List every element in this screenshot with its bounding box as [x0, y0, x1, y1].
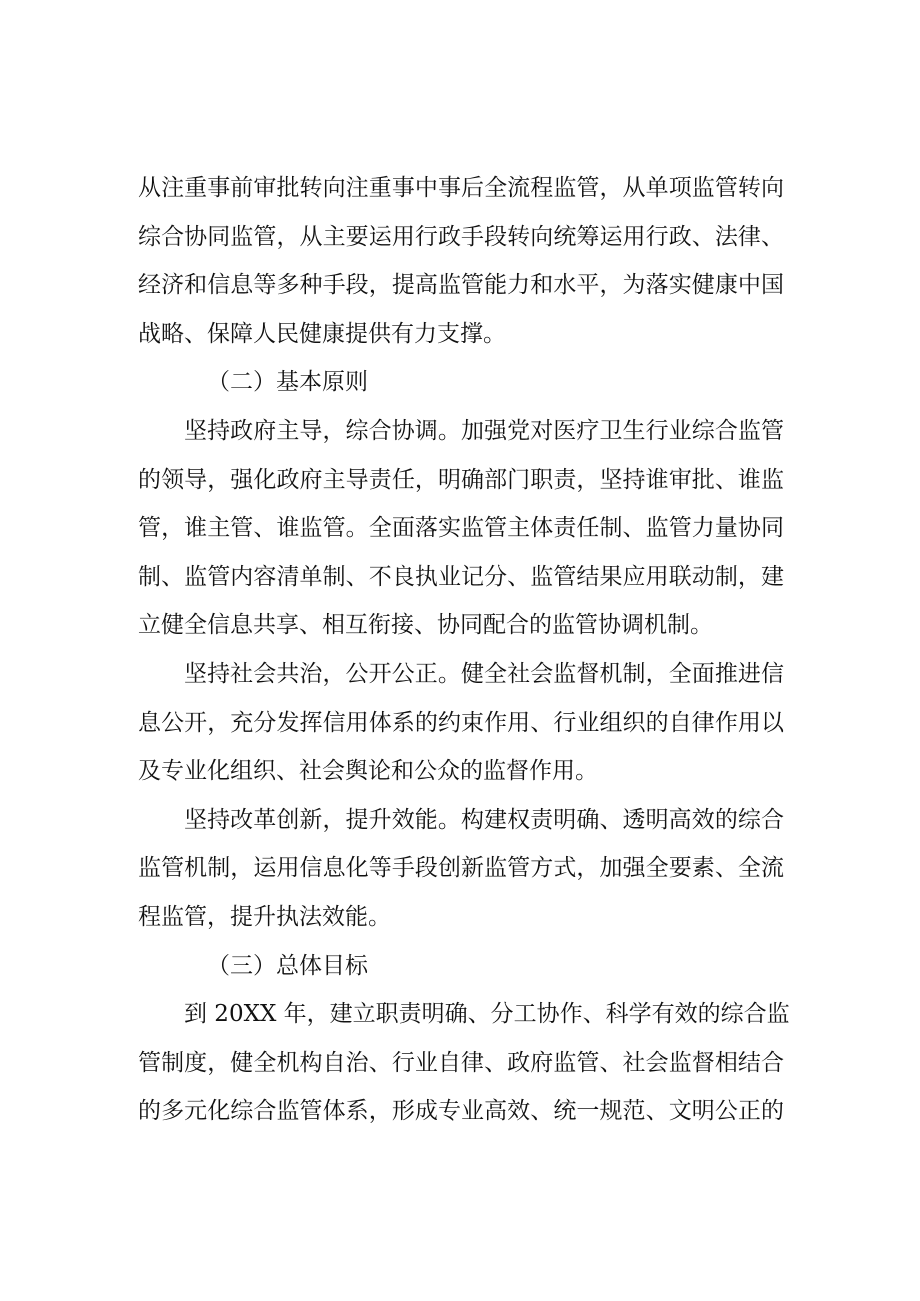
principle2-line-2: 息公开，充分发挥信用体系的约束作用、行业组织的自律作用以: [138, 709, 784, 736]
goal-line-3: 的多元化综合监管体系，形成专业高效、统一规范、文明公正的: [138, 1098, 784, 1125]
principle1-line-2: 的领导，强化政府主导责任，明确部门职责，坚持谁审批、谁监: [138, 466, 784, 493]
principle3-line-1: 坚持改革创新，提升效能。构建权责明确、透明高效的综合: [184, 806, 784, 833]
principle3-line-2: 监管机制，运用信息化等手段创新监管方式，加强全要素、全流: [138, 855, 784, 882]
intro-line-3: 经济和信息等多种手段，提高监管能力和水平，为落实健康中国: [138, 272, 784, 299]
principle1-line-1: 坚持政府主导，综合协调。加强党对医疗卫生行业综合监管: [184, 417, 784, 444]
section-heading-overall-goals: （三）总体目标: [207, 952, 368, 979]
section-heading-basic-principles: （二）基本原则: [207, 369, 368, 396]
body-text: [138, 164, 790, 1136]
goal-line-2: 管制度，健全机构自治、行业自律、政府监管、社会监督相结合: [138, 1049, 784, 1076]
principle2-line-1: 坚持社会共治，公开公正。健全社会监督机制，全面推进信: [184, 660, 784, 687]
principle2-line-3: 及专业化组织、社会舆论和公众的监督作用。: [138, 758, 598, 785]
principle1-line-5: 立健全信息共享、相互衔接、协同配合的监管协调机制。: [138, 612, 713, 639]
principle1-line-3: 管，谁主管、谁监管。全面落实监管主体责任制、监管力量协同: [138, 515, 784, 542]
intro-line-4: 战略、保障人民健康提供有力支撑。: [138, 320, 506, 347]
intro-line-2: 综合协同监管，从主要运用行政手段转向统筹运用行政、法律、: [138, 223, 784, 250]
principle3-line-3: 程监管，提升执法效能。: [138, 903, 391, 930]
goal-line-1: 到 20XX 年，建立职责明确、分工协作、科学有效的综合监: [184, 1001, 790, 1028]
intro-line-1: 从注重事前审批转向注重事中事后全流程监管，从单项监管转向: [138, 175, 784, 201]
principle1-line-4: 制、监管内容清单制、不良执业记分、监管结果应用联动制，建: [138, 563, 784, 590]
